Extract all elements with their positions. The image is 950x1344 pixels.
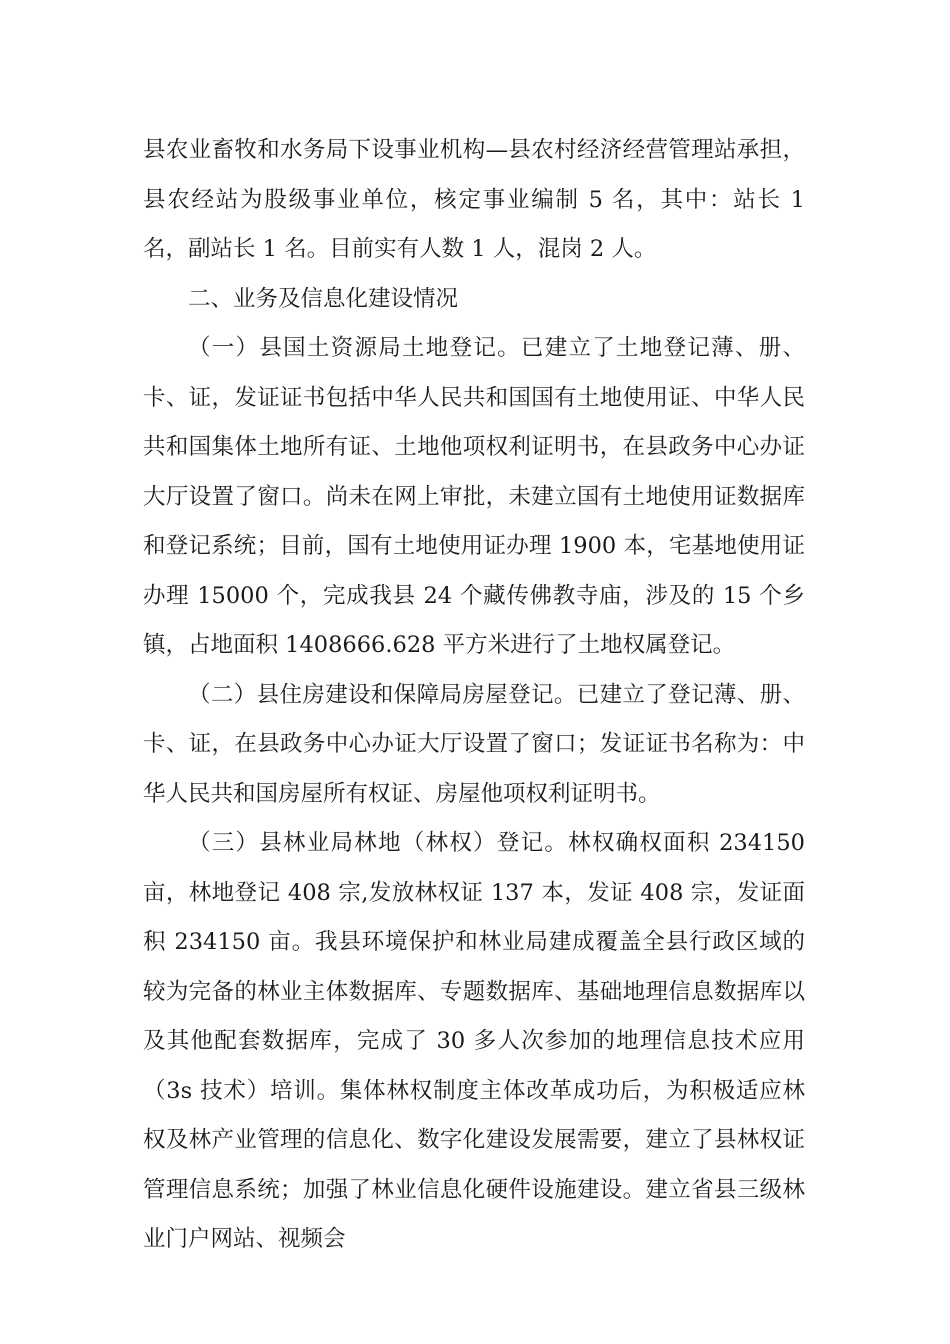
- paragraph-forest-registration: （三）县林业局林地（林权）登记。林权确权面积 234150 亩，林地登记 408 宗,发放林权证 137 本，发证 408 宗，发证面积 234150 亩。我县环境保护和林业局建成覆盖全县行政区域的较为完备的林业主体数据库、专题数据库、基础地理信息数据库以及其他配套数据库，完成了 30 多人次参加的地理信息技术应用（3s 技术）培训。集体林权制度主体改革成功后，为积极适应林权及林产业管理的信息化、数字化建设发展需要，建立了县林权证管理信息系统；加强了林业信息化硬件设施建设。建立省县三级林业门户网站、视频会: [143, 830, 805, 1252]
- paragraph-housing-registration: （二）县住房建设和保障局房屋登记。已建立了登记薄、册、卡、证，在县政务中心办证大厅设置了窗口；发证证书名称为：中华人民共和国房屋所有权证、房屋他项权利证明书。: [143, 681, 805, 807]
- paragraph-land-registration: （一）县国土资源局土地登记。已建立了土地登记薄、册、卡、证，发证证书包括中华人民共和国国有土地使用证、中华人民共和国集体土地所有证、土地他项权利证明书，在县政务中心办证大厅设置了窗口。尚未在网上审批，未建立国有土地使用证数据库和登记系统；目前，国有土地使用证办理 1900 本，宅基地使用证办理 15000 个，完成我县 24 个藏传佛教寺庙，涉及的 15 个乡镇，占地面积 1408666.628 平方米进行了土地权属登记。: [143, 335, 805, 658]
- section-heading-business: 二、业务及信息化建设情况: [188, 285, 459, 312]
- paragraph-agri-station: 县农业畜牧和水务局下设事业机构—县农村经济经营管理站承担，县农经站为股级事业单位，核定事业编制 5 名，其中：站长 1 名，副站长 1 名。目前实有人数 1 人，混岗 2 人。: [143, 137, 805, 262]
- document-page: [143, 126, 805, 1265]
